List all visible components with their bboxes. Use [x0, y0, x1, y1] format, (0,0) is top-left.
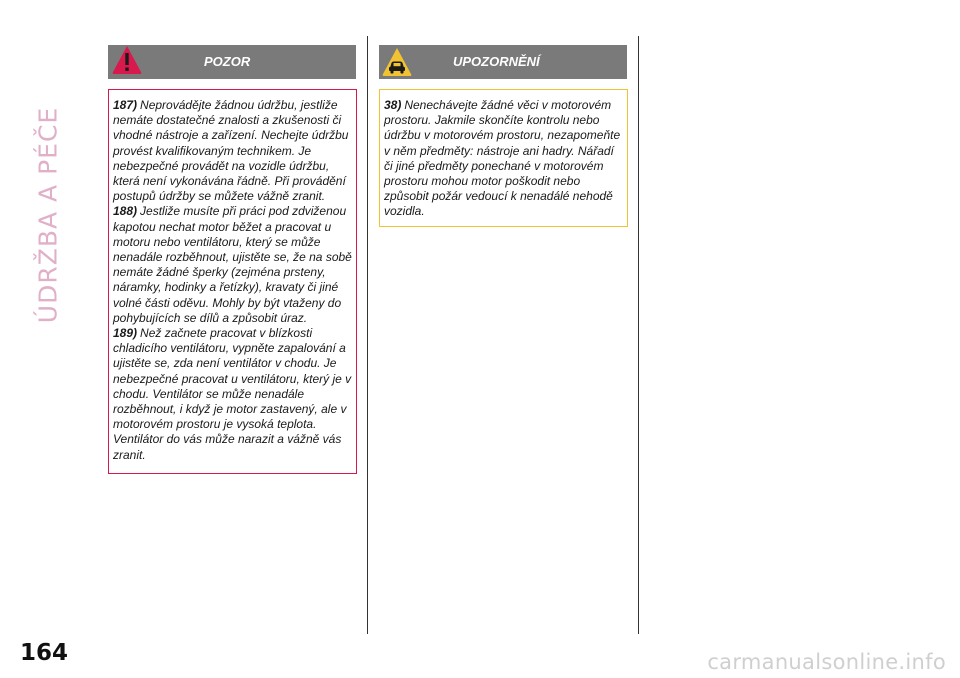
- watermark: carmanualsonline.info: [707, 650, 946, 674]
- danger-box-body: [109, 90, 356, 467]
- danger-item: [113, 98, 352, 204]
- page-number: 164: [20, 640, 69, 666]
- warning-box-header: [379, 45, 627, 79]
- item-text: Neprovádějte žádnou údržbu, jestliže nemáte dostatečné znalosti a zkušenosti či vhodné nástroje a zařízení. Nechejte údržbu provést kvalifikovaným technikem. Je nebezpečné provádět na vozidle údržbu, která není vykonávána řádně. Při provádění postupů údržby se můžete vážně zranit.: [113, 98, 349, 204]
- item-ref: 189): [113, 326, 138, 341]
- item-text: Nenechávejte žádné věci v motorovém prostoru. Jakmile skončíte kontrolu nebo údržbu v motorovém prostoru, nezapomeňte v něm předměty: nástroje ani hadry. Nářadí či jiné předměty ponechané v motorovém prostoru mohou motor poškodit nebo způsobit požár vedoucí k nenadálé nehodě vozidla.: [384, 98, 621, 219]
- item-ref: 187): [113, 98, 138, 112]
- item-ref: 38): [384, 98, 402, 112]
- warning-item: [384, 98, 623, 220]
- car-warning-triangle-icon: [381, 46, 413, 83]
- column-divider: [367, 36, 368, 634]
- warning-box-body: [380, 90, 627, 224]
- item-ref: 188): [113, 204, 138, 219]
- danger-box: [108, 89, 357, 474]
- column-divider: [638, 36, 639, 634]
- warning-box: [379, 89, 628, 227]
- danger-header-label: POZOR: [204, 54, 251, 69]
- item-text: Než začnete pracovat v blízkosti chladicího ventilátoru, vypněte zapalování a ujistěte se, zda není ventilátor v chodu. Je nebezpečné pracovat u ventilátoru, který je v chodu. Ventilátor se může nenadále rozběhnout, i když je motor zastavený, ale v motorovém prostoru je vysoká teplota. Ventilátor do vás může narazit a vážně vás zranit.: [113, 326, 352, 462]
- danger-item: [113, 326, 352, 463]
- danger-warning-triangle-icon: [110, 43, 144, 82]
- item-text: Jestliže musíte při práci pod zdviženou kapotou nechat motor běžet a pracovat u motoru nebo ventilátoru, který se může nenadále rozběhnout, ujistěte se, že na sobě nemáte žádné šperky (zejména prsteny, náramky, hodinky a řetízky), kravaty či jiné volné části oděvu. Mohly by být vtaženy do pohybujících se dílů a způsobit úraz.: [113, 204, 352, 325]
- danger-box-header: [108, 45, 356, 79]
- section-title-vertical: ÚDRŽBA A PÉČE: [33, 106, 63, 324]
- danger-item: [113, 204, 352, 326]
- warning-header-label: UPOZORNĚNÍ: [453, 54, 540, 69]
